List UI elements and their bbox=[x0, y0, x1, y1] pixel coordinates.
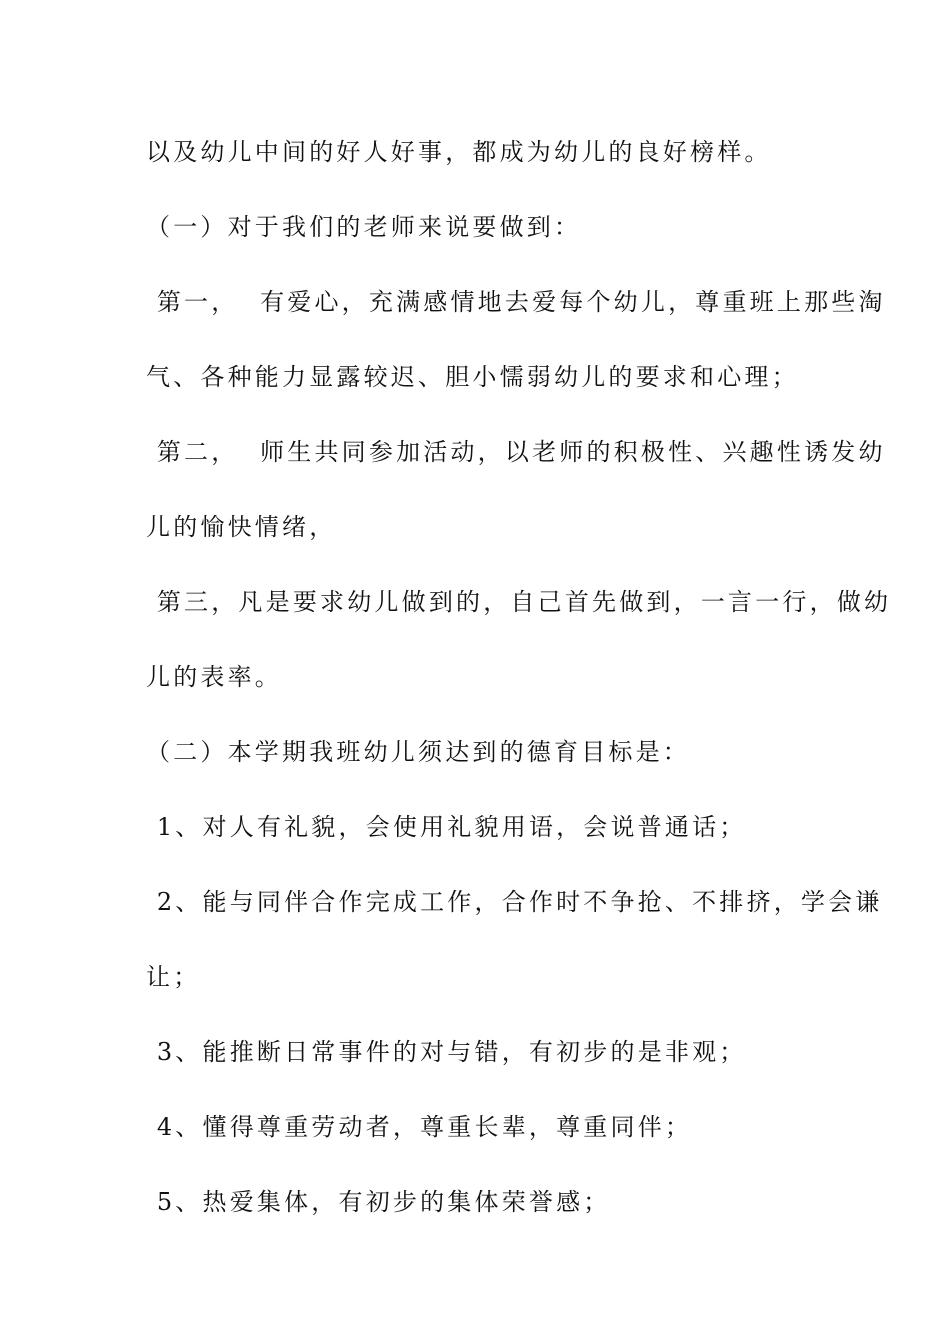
text-line: 第二， 师生共同参加活动，以老师的积极性、兴趣性诱发幼 bbox=[146, 438, 886, 466]
text-line: 第一， 有爱心，充满感情地去爱每个幼儿，尊重班上那些淘 bbox=[146, 288, 886, 316]
list-item: 5、热爱集体，有初步的集体荣誉感； bbox=[146, 1188, 611, 1216]
text-line: 气、各种能力显露较迟、胆小懦弱幼儿的要求和心理； bbox=[146, 363, 799, 391]
text-line: 以及幼儿中间的好人好事，都成为幼儿的良好榜样。 bbox=[146, 138, 772, 166]
text-line: 第三，凡是要求幼儿做到的，自己首先做到，一言一行，做幼 bbox=[146, 588, 892, 616]
section-heading-goals: （二）本学期我班幼儿须达到的德育目标是： bbox=[146, 738, 690, 766]
section-heading-teachers: （一）对于我们的老师来说要做到： bbox=[146, 213, 582, 241]
list-item: 4、懂得尊重劳动者，尊重长辈，尊重同伴； bbox=[146, 1113, 693, 1141]
list-item: 3、能推断日常事件的对与错，有初步的是非观； bbox=[146, 1038, 747, 1066]
text-line: 儿的愉快情绪， bbox=[146, 513, 337, 541]
list-item: 2、能与同伴合作完成工作，合作时不争抢、不排挤，学会谦 bbox=[146, 888, 883, 916]
list-item-continuation: 让； bbox=[146, 963, 201, 991]
list-item: 1、对人有礼貌，会使用礼貌用语，会说普通话； bbox=[146, 813, 747, 841]
text-line: 儿的表率。 bbox=[146, 663, 282, 691]
